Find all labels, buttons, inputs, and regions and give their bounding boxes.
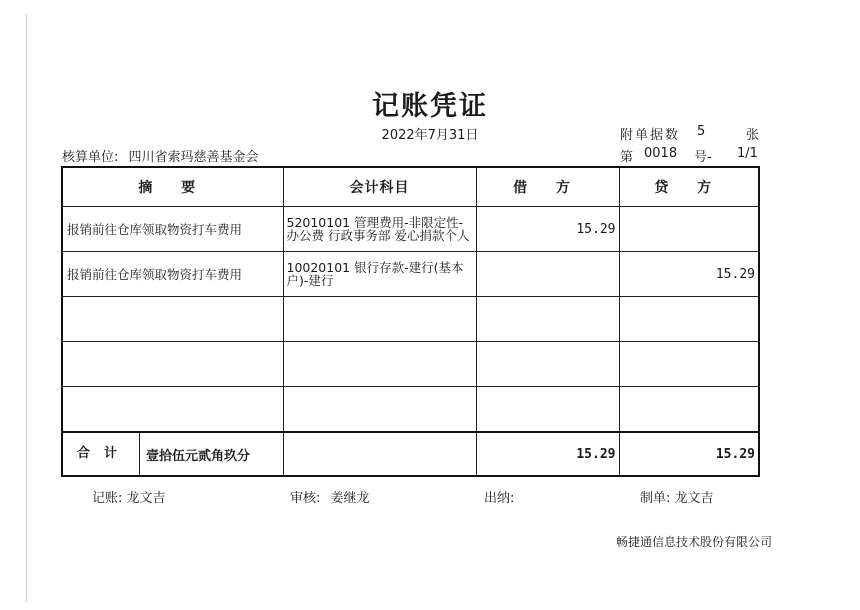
accounting-unit: [62, 146, 259, 165]
preparer-signature: [640, 487, 714, 506]
row-debit: [476, 342, 619, 387]
row-credit: 15.29: [619, 252, 759, 297]
voucher-table: [61, 166, 760, 477]
row-account: [283, 387, 476, 433]
row-account: 52010101 管理费用-非限定性-办公费 行政事务部 爱心捐款个人: [283, 207, 476, 252]
attachment-unit: 张: [746, 128, 760, 143]
header-debit: 借 方: [476, 167, 619, 207]
table-row: [62, 207, 759, 252]
bookkeeper-label: 记账:: [92, 491, 123, 506]
attachment-count: [620, 124, 760, 143]
voucher-page: 1/1: [737, 146, 758, 161]
table-header-row: [62, 167, 759, 207]
row-credit: [619, 387, 759, 433]
voucher-number-prefix: 第: [620, 150, 634, 165]
table-row: [62, 252, 759, 297]
software-vendor: 畅捷通信息技术股份有限公司: [616, 535, 773, 549]
total-row: [62, 432, 759, 476]
table-row: [62, 297, 759, 342]
bookkeeper-name: 龙文吉: [126, 491, 166, 506]
total-amount-words: 壹拾伍元贰角玖分: [146, 448, 251, 464]
voucher-date: 2022年7月31日: [381, 128, 479, 143]
total-label: 合计: [63, 433, 140, 475]
cashier-label: 出纳:: [484, 491, 515, 506]
row-credit: [619, 297, 759, 342]
row-debit: [476, 387, 619, 433]
preparer-label: 制单:: [640, 491, 671, 506]
table-row: [62, 387, 759, 433]
row-debit: 15.29: [476, 207, 619, 252]
attachment-number: 5: [697, 124, 706, 139]
attachment-label: 附单据数: [620, 128, 681, 143]
preparer-name: 龙文吉: [674, 491, 714, 506]
row-summary: 报销前往仓库领取物资打车费用: [62, 207, 283, 252]
row-summary: [62, 387, 283, 433]
voucher-title: 记账凭证: [372, 91, 488, 122]
row-summary: [62, 297, 283, 342]
row-account: [283, 297, 476, 342]
total-debit: 15.29: [476, 432, 619, 476]
accounting-unit-label: 核算单位:: [62, 150, 119, 165]
row-debit: [476, 297, 619, 342]
row-account: [283, 342, 476, 387]
table-row: [62, 342, 759, 387]
total-spacer: [283, 432, 476, 476]
accounting-unit-name: 四川省索玛慈善基金会: [128, 150, 259, 165]
cashier-signature: [484, 487, 514, 506]
reviewer-signature: [290, 487, 370, 506]
reviewer-name: 姜继龙: [330, 491, 370, 506]
row-credit: [619, 342, 759, 387]
reviewer-label: 审核:: [290, 491, 321, 506]
voucher-number-value: 0018: [644, 146, 678, 161]
header-summary: 摘 要: [62, 167, 283, 207]
bookkeeper-signature: [92, 487, 166, 506]
header-account: 会计科目: [283, 167, 476, 207]
row-summary: 报销前往仓库领取物资打车费用: [62, 252, 283, 297]
voucher-number-suffix: 号-: [694, 150, 712, 165]
total-credit: 15.29: [619, 432, 759, 476]
row-account: 10020101 银行存款-建行(基本户)-建行: [283, 252, 476, 297]
row-summary: [62, 342, 283, 387]
row-credit: [619, 207, 759, 252]
header-credit: 贷 方: [619, 167, 759, 207]
total-cell: [62, 432, 283, 476]
row-debit: [476, 252, 619, 297]
